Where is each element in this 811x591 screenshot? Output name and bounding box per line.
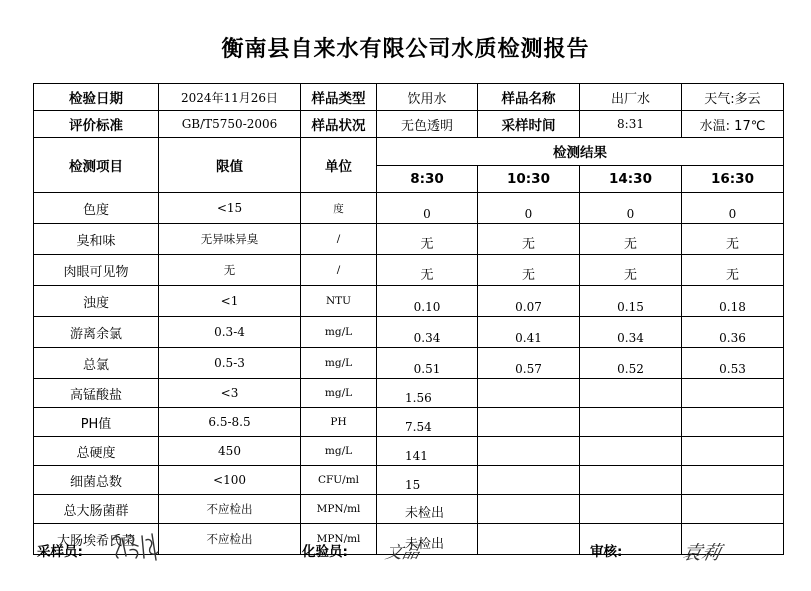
result-cell: 0.07 [478, 286, 580, 317]
table-row [34, 286, 784, 317]
unit-column-header: 单位 [301, 138, 377, 193]
inspector-signature: 文品 [383, 543, 422, 563]
result-cell: 未检出 [377, 495, 478, 524]
item-cell: 大肠埃希氏菌 [34, 524, 159, 555]
sample-name-label: 样品名称 [478, 84, 580, 111]
result-cell: 0.52 [580, 348, 682, 379]
reviewer-label: 审核: [590, 544, 623, 560]
result-cell: 无 [682, 255, 784, 286]
result-cell: 0.36 [682, 317, 784, 348]
reviewer-signature: 袁莉 [680, 542, 724, 564]
result-cell: 7.54 [377, 408, 478, 437]
time-header-1: 8:30 [377, 165, 478, 193]
table-row [34, 348, 784, 379]
result-cell [478, 466, 580, 495]
header-row-2 [34, 111, 784, 138]
result-cell: 15 [377, 466, 478, 495]
result-cell: 0.51 [377, 348, 478, 379]
table-row [34, 193, 784, 224]
limit-cell: 不应检出 [159, 524, 301, 555]
limit-column-header: 限值 [159, 138, 301, 193]
sample-name-value: 出厂水 [580, 84, 682, 111]
result-cell [478, 524, 580, 555]
unit-cell: mg/L [301, 379, 377, 408]
result-cell: 无 [478, 255, 580, 286]
unit-cell: / [301, 255, 377, 286]
standard-label: 评价标准 [34, 111, 159, 138]
item-cell: 游离余氯 [34, 317, 159, 348]
result-cell [682, 408, 784, 437]
result-cell [580, 466, 682, 495]
sample-state-value: 无色透明 [377, 111, 478, 138]
result-cell: 无 [478, 224, 580, 255]
column-header-row-1 [34, 138, 784, 166]
limit-cell: 不应检出 [159, 495, 301, 524]
sampling-time-value: 8:31 [580, 111, 682, 138]
result-cell: 0.18 [682, 286, 784, 317]
result-cell: 0 [580, 193, 682, 224]
result-cell: 0.53 [682, 348, 784, 379]
result-cell: 0.34 [580, 317, 682, 348]
table-row [34, 379, 784, 408]
sample-state-label: 样品状况 [301, 111, 377, 138]
unit-cell: 度 [301, 193, 377, 224]
unit-cell: mg/L [301, 317, 377, 348]
limit-cell: 无 [159, 255, 301, 286]
result-cell [478, 379, 580, 408]
result-cell: 0.10 [377, 286, 478, 317]
unit-cell: MPN/ml [301, 524, 377, 555]
result-cell: 0.57 [478, 348, 580, 379]
result-cell: 0 [377, 193, 478, 224]
item-cell: 总硬度 [34, 437, 159, 466]
item-cell: 浊度 [34, 286, 159, 317]
date-value: 2024年11月26日 [159, 84, 301, 111]
item-cell: 色度 [34, 193, 159, 224]
unit-cell: NTU [301, 286, 377, 317]
item-cell: 总氯 [34, 348, 159, 379]
result-cell [580, 379, 682, 408]
result-cell [682, 495, 784, 524]
water-quality-table [33, 83, 784, 555]
result-cell [478, 437, 580, 466]
time-header-4: 16:30 [682, 165, 784, 193]
result-cell: 无 [580, 224, 682, 255]
limit-cell: <100 [159, 466, 301, 495]
limit-cell: 无异味异臭 [159, 224, 301, 255]
header-row-1 [34, 84, 784, 111]
result-cell: 无 [377, 224, 478, 255]
result-cell [682, 379, 784, 408]
standard-value: GB/T5750-2006 [159, 111, 301, 138]
result-cell [682, 466, 784, 495]
result-cell: 0.15 [580, 286, 682, 317]
item-cell: 高锰酸盐 [34, 379, 159, 408]
unit-cell: mg/L [301, 437, 377, 466]
limit-cell: 450 [159, 437, 301, 466]
limit-cell: <1 [159, 286, 301, 317]
item-cell: 肉眼可见物 [34, 255, 159, 286]
result-cell: 1.56 [377, 379, 478, 408]
table-row [34, 317, 784, 348]
sampler-label: 采样员: [37, 544, 83, 560]
result-cell: 0 [478, 193, 580, 224]
sampler-signature [108, 530, 166, 564]
result-cell: 未检出 [377, 524, 478, 555]
sample-type-label: 样品类型 [301, 84, 377, 111]
limit-cell: 0.5-3 [159, 348, 301, 379]
date-label: 检验日期 [34, 84, 159, 111]
results-body [34, 193, 784, 555]
table-row [34, 437, 784, 466]
result-cell [580, 437, 682, 466]
result-cell [478, 495, 580, 524]
time-header-3: 14:30 [580, 165, 682, 193]
unit-cell: mg/L [301, 348, 377, 379]
result-cell: 无 [377, 255, 478, 286]
weather-cell: 天气:多云 [682, 84, 784, 111]
result-cell: 无 [682, 224, 784, 255]
table-row [34, 408, 784, 437]
result-cell: 0.34 [377, 317, 478, 348]
results-column-header: 检测结果 [377, 138, 784, 166]
item-cell: 总大肠菌群 [34, 495, 159, 524]
unit-cell: CFU/ml [301, 466, 377, 495]
result-cell [682, 437, 784, 466]
item-column-header: 检测项目 [34, 138, 159, 193]
limit-cell: 0.3-4 [159, 317, 301, 348]
result-cell [580, 495, 682, 524]
report-title: 衡南县自来水有限公司水质检测报告 [221, 37, 590, 62]
water-temp-cell: 水温: 17℃ [682, 111, 784, 138]
item-cell: 臭和味 [34, 224, 159, 255]
result-cell [580, 408, 682, 437]
item-cell: PH值 [34, 408, 159, 437]
table-row [34, 255, 784, 286]
unit-cell: MPN/ml [301, 495, 377, 524]
inspector-label: 化验员: [302, 544, 348, 560]
item-cell: 细菌总数 [34, 466, 159, 495]
limit-cell: 6.5-8.5 [159, 408, 301, 437]
result-cell: 无 [580, 255, 682, 286]
unit-cell: PH [301, 408, 377, 437]
table-row [34, 224, 784, 255]
unit-cell: / [301, 224, 377, 255]
table-row [34, 466, 784, 495]
result-cell: 0.41 [478, 317, 580, 348]
limit-cell: <15 [159, 193, 301, 224]
sampling-time-label: 采样时间 [478, 111, 580, 138]
result-cell: 0 [682, 193, 784, 224]
limit-cell: <3 [159, 379, 301, 408]
sample-type-value: 饮用水 [377, 84, 478, 111]
result-cell [478, 408, 580, 437]
result-cell: 141 [377, 437, 478, 466]
table-row [34, 495, 784, 524]
time-header-2: 10:30 [478, 165, 580, 193]
